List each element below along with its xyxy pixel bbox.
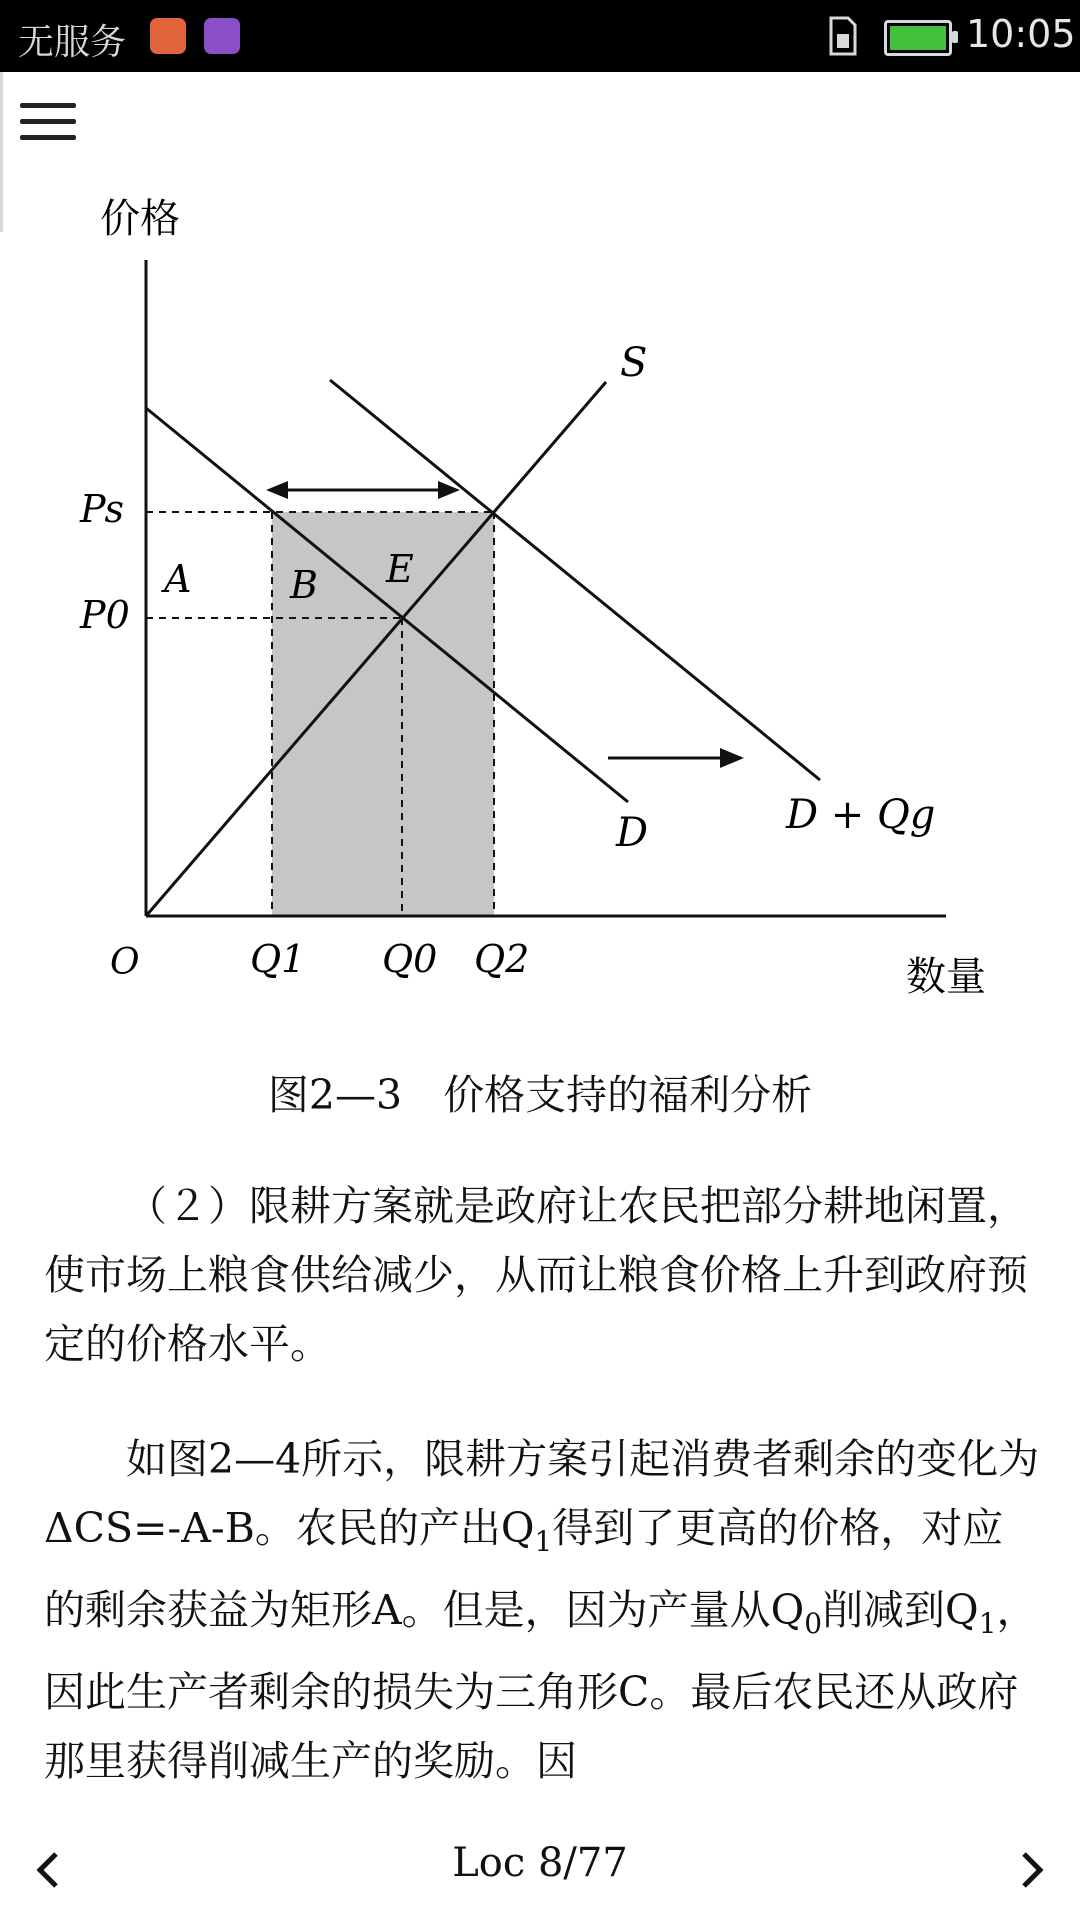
y-axis-label: 价格 <box>100 196 180 242</box>
battery-icon <box>884 20 952 56</box>
x-axis-label: 数量 <box>906 954 986 1000</box>
page-navigation <box>0 1830 1080 1910</box>
ps-label: Ps <box>80 487 125 531</box>
origin-label: O <box>110 942 140 983</box>
sim-card-icon <box>828 16 858 56</box>
status-bar <box>0 0 1080 72</box>
price-support-figure <box>60 190 1020 1010</box>
q1-label: Q1 <box>250 937 306 981</box>
chevron-right-icon[interactable] <box>1012 1848 1052 1892</box>
area-a-label: A <box>164 557 192 601</box>
paragraph-2-text: ，因此生产者剩余的损失为三角形C。最后农民还从政府那里获得削减生产的奖励。因 <box>44 1586 1038 1786</box>
paragraph-2 <box>44 1425 1040 1796</box>
gallery-app-icon <box>204 18 240 54</box>
subscript: 1 <box>978 1607 997 1641</box>
q0-label: Q0 <box>382 937 438 981</box>
paragraph-1-text: （２）限耕方案就是政府让农民把部分耕地闲置，使市场上粮食供给减少，从而让粮食价格上升到政府预定的价格水平。 <box>44 1182 1028 1368</box>
carrier-text: 无服务 <box>18 22 127 63</box>
supply-label: S <box>620 340 648 386</box>
paragraph-2-text: 得到了更高的价格，对应的剩余获益为矩形A。但是，因为产量从Q <box>44 1504 1004 1635</box>
demand-label: D <box>616 810 649 856</box>
health-app-icon <box>150 18 186 54</box>
figure-caption: 图2—3 价格支持的福利分析 <box>267 1071 813 1119</box>
subscript: 0 <box>804 1607 823 1641</box>
supply-demand-diagram <box>60 190 1020 1010</box>
paragraph-1 <box>44 1172 1040 1379</box>
q2-label: Q2 <box>474 937 530 981</box>
shifted-demand-label: D + Qg <box>786 792 936 838</box>
clock: 10:05 <box>966 12 1076 56</box>
location-indicator: Loc 8/77 <box>452 1840 628 1886</box>
menu-icon[interactable] <box>20 100 76 144</box>
drawer-edge <box>0 72 3 232</box>
paragraph-2-text: 削减到Q <box>822 1586 979 1635</box>
area-b-label: B <box>290 563 318 607</box>
point-e-label: E <box>386 547 414 591</box>
p0-label: P0 <box>80 593 130 637</box>
subscript: 1 <box>534 1525 553 1559</box>
paragraph-2-text: 如图2—4所示，限耕方案引起消费者剩余的变化为ΔCS=-A-B。农民的产出Q <box>44 1435 1040 1552</box>
